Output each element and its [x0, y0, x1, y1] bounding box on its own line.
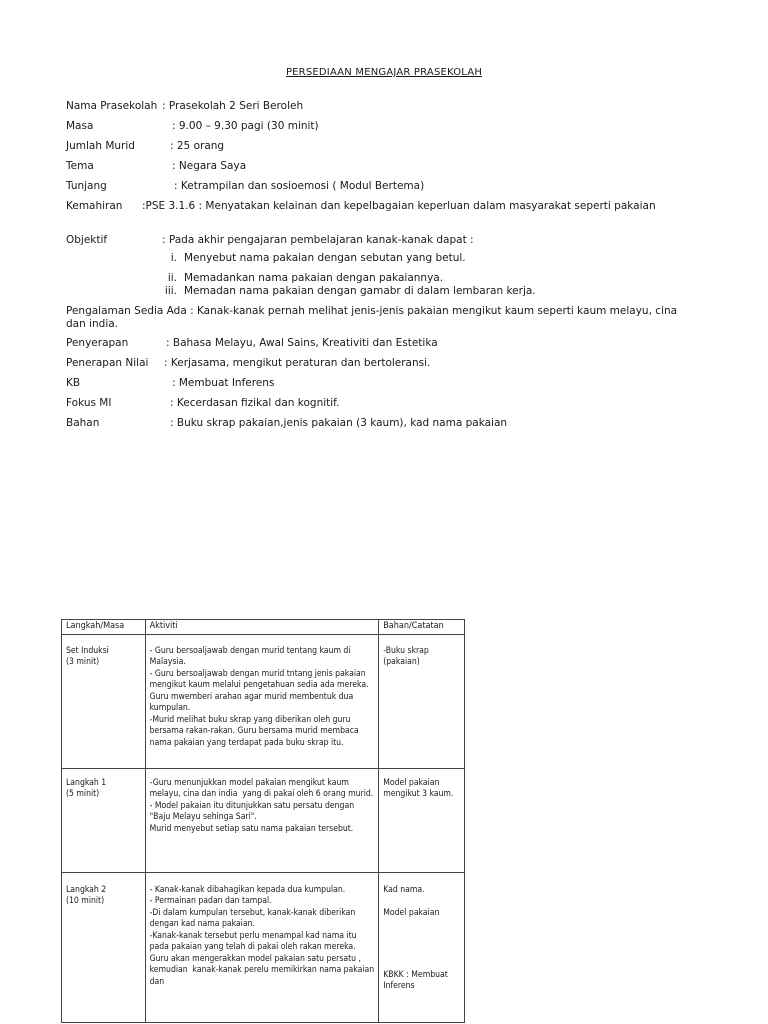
bahan-text: KBKK : Membuat Inferens — [383, 969, 451, 991]
info-label: Kemahiran — [66, 200, 123, 212]
cell-bahan — [379, 768, 465, 872]
table-row — [62, 872, 465, 1022]
header-langkah: Langkah/Masa — [62, 620, 146, 635]
objektif-item-number: i. — [170, 252, 177, 264]
objektif-item-number: ii. — [167, 272, 177, 284]
aktiviti-text: -Guru menunjukkan model pakaian mengikut kaum melayu, cina dan india yang di pakai oleh 6 orang murid. - Model pakaian itu ditunjukkan satu persatu dengan "Baju Melayu sehinga Sari". Murid menyebut setiap satu nama pakaian tersebut. — [149, 777, 374, 834]
lesson-table — [61, 619, 465, 1023]
info-value: : 9.00 – 9.30 pagi (30 minit) — [172, 120, 319, 132]
cell-langkah — [62, 634, 146, 768]
cell-aktiviti — [145, 634, 379, 768]
info-label: Bahan — [66, 417, 100, 429]
table-row — [62, 634, 465, 768]
info-value: : Bahasa Melayu, Awal Sains, Kreativiti dan Estetika — [166, 337, 438, 349]
header-bahan: Bahan/Catatan — [379, 620, 465, 635]
info-value: :PSE 3.1.6 : Menyatakan kelainan dan kepelbagaian keperluan dalam masyarakat seperti pakaian — [142, 200, 656, 212]
info-label: Fokus MI — [66, 397, 112, 409]
info-label: Penyerapan — [66, 337, 129, 349]
aktiviti-text: - Guru bersoaljawab dengan murid tentang kaum di Malaysia. - Guru bersoaljawab dengan murid tntang jenis pakaian mengikut kaum melalui pengetahuan sedia ada mereka. Guru mwemberi arahan agar murid membentuk dua kumpulan. -Murid melihat buku skrap yang diberikan oleh guru bersama rakan-rakan. Guru bersama murid membaca nama pakaian yang terdapat pada buku skrap itu. — [149, 645, 369, 748]
table-row — [62, 768, 465, 872]
objektif-item-text: Menyebut nama pakaian dengan sebutan yang betul. — [184, 252, 466, 264]
bahan-text: Model pakaian — [383, 908, 440, 918]
info-label: Jumlah Murid — [66, 140, 135, 152]
page-title: PERSEDIAAN MENGAJAR PRASEKOLAH — [285, 67, 483, 78]
objektif-intro: : Pada akhir pengajaran pembelajaran kanak-kanak dapat : — [162, 234, 474, 246]
info-label: Nama Prasekolah — [66, 100, 158, 112]
header-aktiviti: Aktiviti — [145, 620, 379, 635]
objektif-item-number: iii. — [164, 285, 177, 297]
info-label: Penerapan Nilai — [66, 357, 149, 369]
info-value: : 25 orang — [170, 140, 225, 152]
cell-langkah — [62, 872, 146, 1022]
langkah-text: Set Induksi (3 minit) — [66, 645, 109, 667]
cell-aktiviti — [145, 768, 379, 872]
info-label: Tema — [66, 160, 94, 172]
info-label: KB — [66, 377, 81, 389]
pengalaman-sedia-ada: Pengalaman Sedia Ada : Kanak-kanak pernah melihat jenis-jenis pakaian mengikut kaum seperti kaum melayu, cina dan india. — [66, 305, 678, 330]
aktiviti-text: - Kanak-kanak dibahagikan kepada dua kumpulan. - Permainan padan dan tampal. -Di dalam kumpulan tersebut, kanak-kanak diberikan dengan kad nama pakaian. -Kanak-kanak tersebut perlu menampal kad nama itu pada pakaian yang telah di pakai oleh rakan mereka. Guru akan mengerakkan model pakaian satu persatu , kemudian kanak-kanak perelu memikirkan nama pakaian dan — [149, 884, 375, 987]
info-value: : Prasekolah 2 Seri Beroleh — [162, 100, 304, 112]
objektif-label: Objektif — [66, 234, 108, 246]
info-value: : Kecerdasan fizikal dan kognitif. — [170, 397, 340, 409]
info-value: : Ketrampilan dan sosioemosi ( Modul Bertema) — [174, 180, 425, 192]
cell-aktiviti — [145, 872, 379, 1022]
info-value: : Membuat Inferens — [172, 377, 275, 389]
bahan-text: Model pakaian mengikut 3 kaum. — [383, 777, 454, 799]
langkah-text: Langkah 2 (10 minit) — [66, 884, 107, 906]
objektif-item-text: Memadankan nama pakaian dengan pakaiannya. — [184, 272, 444, 284]
cell-bahan — [379, 634, 465, 768]
info-value: : Buku skrap pakaian,jenis pakaian (3 kaum), kad nama pakaian — [170, 417, 508, 429]
bahan-text: -Buku skrap (pakaian) — [383, 645, 429, 667]
info-value: : Kerjasama, mengikut peraturan dan bertoleransi. — [164, 357, 431, 369]
objektif-item-text: Memadan nama pakaian dengan gamabr di dalam lembaran kerja. — [184, 285, 536, 297]
table-header-row — [62, 620, 465, 635]
cell-langkah — [62, 768, 146, 872]
bahan-text: Kad nama. — [383, 884, 425, 895]
info-value: : Negara Saya — [172, 160, 247, 172]
info-label: Tunjang — [66, 180, 107, 192]
cell-bahan — [379, 872, 465, 1022]
info-label: Masa — [66, 120, 94, 132]
langkah-text: Langkah 1 (5 minit) — [66, 777, 107, 799]
